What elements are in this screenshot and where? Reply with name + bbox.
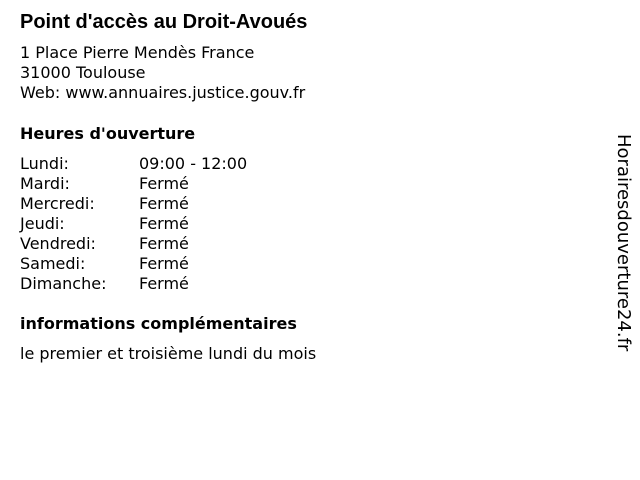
address-block [20,43,305,103]
day-label: Samedi: [20,254,86,273]
hours-row-tuesday [20,174,420,194]
hours-row-monday [20,154,420,174]
day-hours: 09:00 - 12:00 [139,154,248,173]
brand-watermark: Horairesdouverture24.fr [613,134,634,352]
day-label: Vendredi: [20,234,96,253]
day-hours: Fermé [139,274,189,293]
day-hours: Fermé [139,234,189,253]
address-city: 31000 Toulouse [20,63,146,82]
address-street: 1 Place Pierre Mendès France [20,43,255,62]
day-hours: Fermé [139,254,189,273]
place-title: Point d'accès au Droit-Avoués [20,11,308,33]
day-hours: Fermé [139,174,189,193]
day-label: Dimanche: [20,274,107,293]
hours-row-sunday [20,274,420,294]
additional-info-heading: informations complémentaires [20,314,297,333]
day-label: Jeudi: [20,214,65,233]
day-label: Lundi: [20,154,69,173]
opening-hours-heading: Heures d'ouverture [20,124,196,143]
day-label: Mardi: [20,174,70,193]
day-label: Mercredi: [20,194,95,213]
opening-hours-table [20,154,420,294]
day-hours: Fermé [139,214,189,233]
website-line: Web: www.annuaires.justice.gouv.fr [20,83,306,102]
additional-info-text: le premier et troisième lundi du mois [20,344,317,363]
hours-row-thursday [20,214,420,234]
hours-row-friday [20,234,420,254]
day-hours: Fermé [139,194,189,213]
hours-row-wednesday [20,194,420,214]
hours-row-saturday [20,254,420,274]
